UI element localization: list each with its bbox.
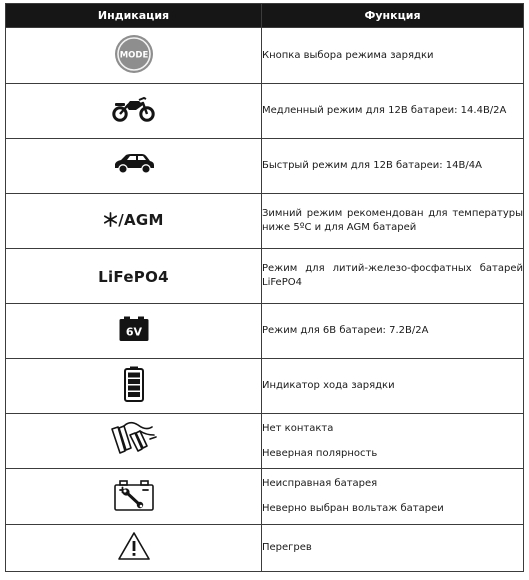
function-text: Неисправная батарея	[262, 478, 378, 489]
function-text: Нет контакта	[262, 422, 334, 434]
function-cell	[262, 414, 524, 469]
indication-cell	[6, 359, 262, 414]
function-text: Индикатор хода зарядки	[262, 380, 395, 391]
car-icon	[112, 153, 156, 175]
table-row-no-contact	[6, 414, 524, 469]
function-cell	[262, 525, 524, 572]
mode-button-icon	[114, 34, 154, 74]
warning-triangle-icon	[117, 531, 151, 561]
table-row-overheat	[6, 525, 524, 572]
battery-wrench-icon	[114, 479, 154, 511]
function-text: Зимний режим рекомендован для температуры ниже 5ºС и для AGM батарей	[262, 208, 523, 233]
table-row-faulty-battery	[6, 469, 524, 525]
function-cell	[262, 84, 524, 139]
function-cell	[262, 469, 524, 525]
charge-level-icon	[124, 366, 144, 402]
header-function: Функция	[262, 4, 524, 28]
indication-cell	[6, 194, 262, 249]
function-cell	[262, 249, 524, 304]
function-text: Неверная полярность	[262, 447, 378, 459]
function-cell	[262, 304, 524, 359]
table-row-slow-mode	[6, 84, 524, 139]
function-text: Перегрев	[262, 542, 312, 553]
battery-6v-icon	[119, 316, 149, 342]
function-text: Режим для литий-железо-фосфатных батарей LiFePO4	[262, 263, 523, 288]
table-row-fast-mode	[6, 139, 524, 194]
function-cell	[262, 194, 524, 249]
battery-6v-label: 6V	[125, 325, 142, 339]
indication-cell	[6, 28, 262, 84]
indication-cell	[6, 525, 262, 572]
table-row-lifepo4-mode	[6, 249, 524, 304]
indication-cell	[6, 139, 262, 194]
function-cell	[262, 359, 524, 414]
indication-cell	[6, 469, 262, 525]
function-text: Режим для 6В батареи: 7.2В/2А	[262, 325, 429, 336]
mode-label: MODE	[119, 50, 148, 60]
agm-label: /AGM	[118, 210, 164, 229]
function-text: Неверно выбран вольтаж батареи	[262, 503, 444, 514]
function-cell	[262, 28, 524, 84]
indication-cell	[6, 84, 262, 139]
function-cell	[262, 139, 524, 194]
table-row-winter-mode	[6, 194, 524, 249]
table-row-6v-mode	[6, 304, 524, 359]
table-row-mode	[6, 28, 524, 84]
indication-cell	[6, 414, 262, 469]
table-row-charge-progress	[6, 359, 524, 414]
clamps-icon	[110, 421, 158, 457]
snowflake-icon	[103, 212, 118, 227]
indication-cell	[6, 304, 262, 359]
lifepo4-label: LiFePO4	[98, 267, 169, 286]
indication-cell	[6, 249, 262, 304]
function-text: Быстрый режим для 12В батареи: 14В/4А	[262, 160, 482, 171]
table-header-row	[6, 4, 524, 28]
function-text: Медленный режим для 12В батареи: 14.4В/2А	[262, 105, 507, 116]
header-indication: Индикация	[6, 4, 262, 28]
motorcycle-icon	[112, 96, 156, 122]
indication-table	[5, 3, 524, 572]
function-text: Кнопка выбора режима зарядки	[262, 49, 434, 61]
